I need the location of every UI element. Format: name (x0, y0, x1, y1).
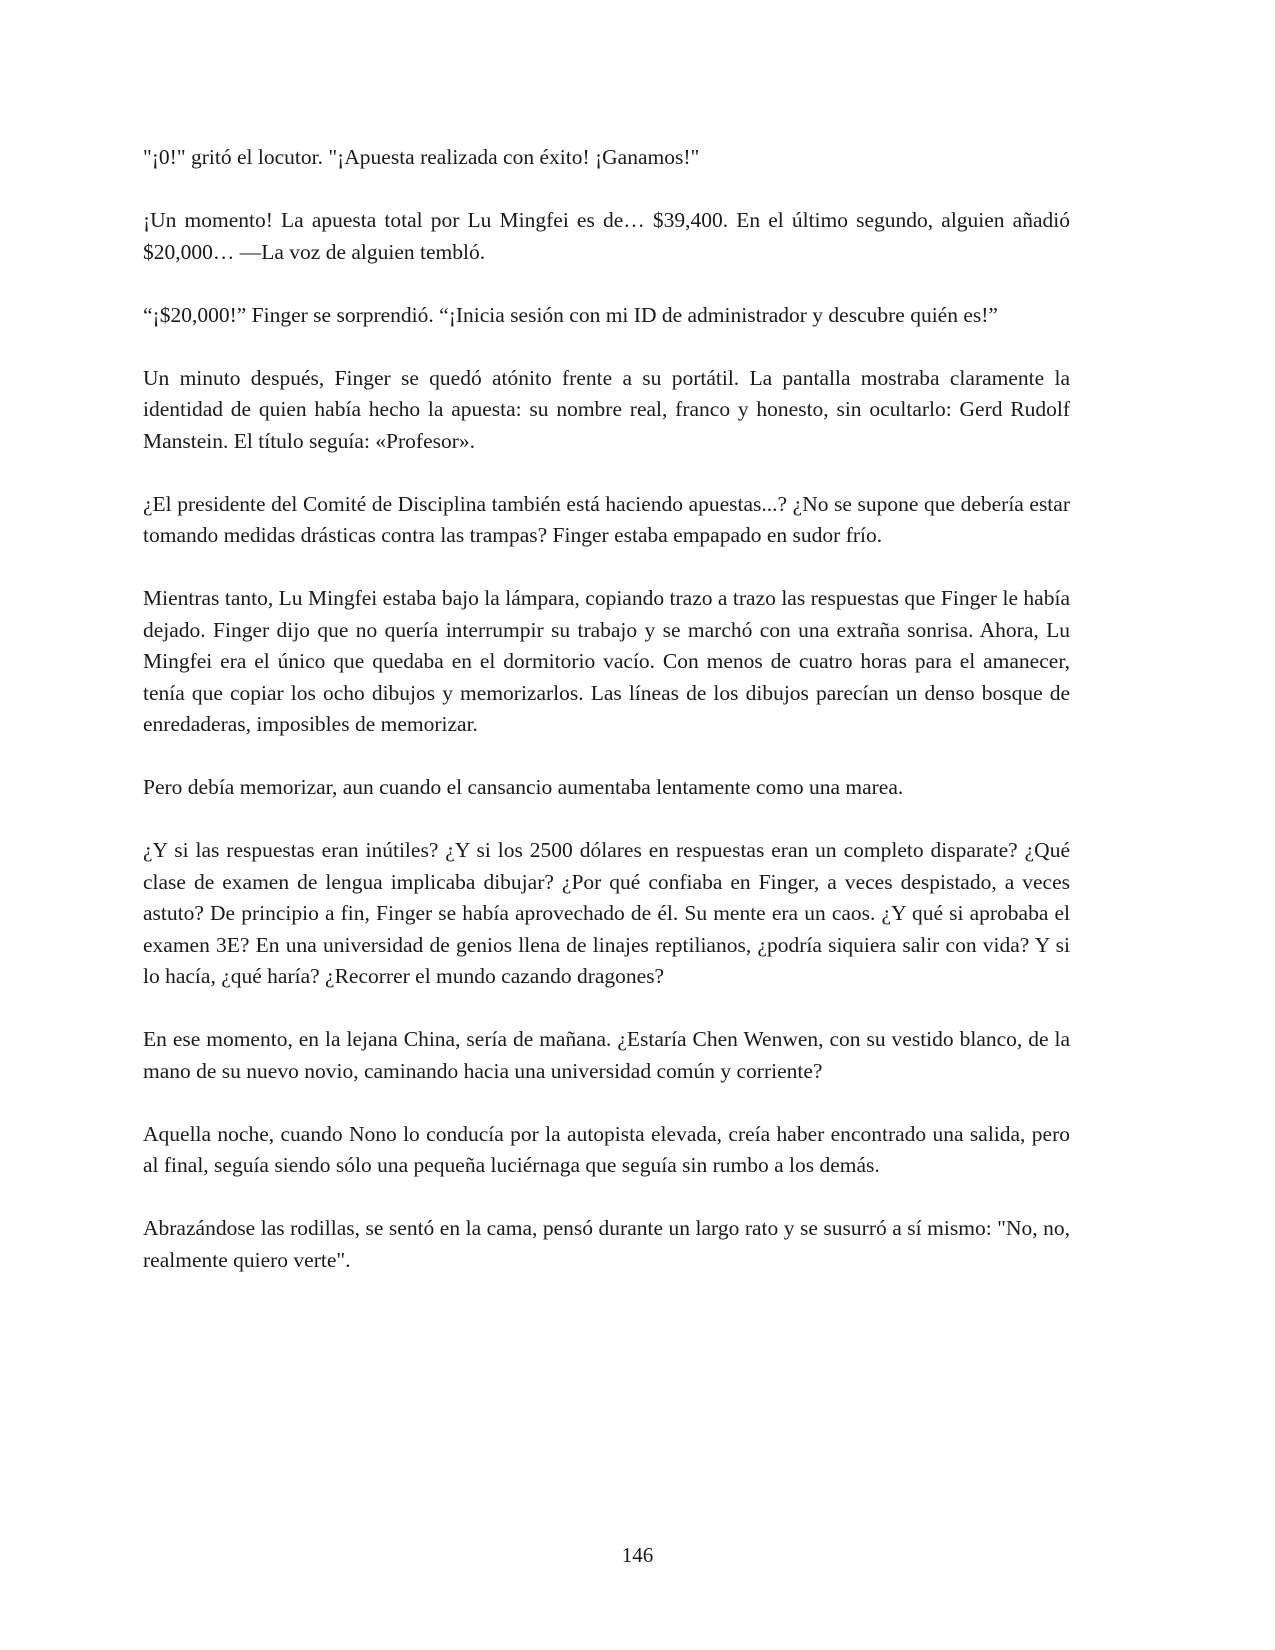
paragraph-1: "¡0!" gritó el locutor. "¡Apuesta realizada con éxito! ¡Ganamos!" (143, 145, 700, 169)
paragraph-9: En ese momento, en la lejana China, sería de mañana. ¿Estaría Chen Wenwen, con su vestido blanco, de la mano de su nuevo novio, caminando hacia una universidad común y corriente? (143, 1027, 1070, 1083)
paragraph-7: Pero debía memorizar, aun cuando el cansancio aumentaba lentamente como una marea. (143, 775, 904, 799)
paragraph-4: Un minuto después, Finger se quedó atónito frente a su portátil. La pantalla mostraba claramente la identidad de quien había hecho la apuesta: su nombre real, franco y honesto, sin ocultarlo: Gerd Rudolf Manstein. El título seguía: «Profesor». (143, 365, 1070, 453)
paragraph-2: ¡Un momento! La apuesta total por Lu Mingfei es de… $39,400. En el último segundo, alguien añadió $20,000… —La voz de alguien tembló. (143, 208, 1070, 264)
page-number: 146 (621, 1543, 654, 1567)
paragraph-6: Mientras tanto, Lu Mingfei estaba bajo la lámpara, copiando trazo a trazo las respuestas que Finger le había dejado. Finger dijo que no quería interrumpir su trabajo y se marchó con una extraña sonrisa. Ahora, Lu Mingfei era el único que quedaba en el dormitorio vacío. Con menos de cuatro horas para el amanecer, tenía que copiar los ocho dibujos y memorizarlos. Las líneas de los dibujos parecían un denso bosque de enredaderas, imposibles de memorizar. (143, 586, 1070, 736)
document-page (143, 142, 1070, 1308)
paragraph-11: Abrazándose las rodillas, se sentó en la cama, pensó durante un largo rato y se susurró a sí mismo: "No, no, realmente quiero verte". (143, 1216, 1070, 1272)
paragraph-3: “¡$20,000!” Finger se sorprendió. “¡Inicia sesión con mi ID de administrador y descubre quién es!” (143, 302, 998, 327)
paragraph-5: ¿El presidente del Comité de Disciplina también está haciendo apuestas...? ¿No se supone que debería estar tomando medidas drásticas contra las trampas? Finger estaba empapado en sudor frío. (143, 491, 1070, 547)
paragraph-8: ¿Y si las respuestas eran inútiles? ¿Y si los 2500 dólares en respuestas eran un completo disparate? ¿Qué clase de examen de lengua implicaba dibujar? ¿Por qué confiaba en Finger, a veces despistado, a veces astuto? De principio a fin, Finger se había aprovechado de él. Su mente era un caos. ¿Y qué si aprobaba el examen 3E? En una universidad de genios llena de linajes reptilianos, ¿podría siquiera salir con vida? Y si lo hacía, ¿qué haría? ¿Recorrer el mundo cazando dragones? (143, 838, 1070, 988)
paragraph-10: Aquella noche, cuando Nono lo conducía por la autopista elevada, creía haber encontrado una salida, pero al final, seguía siendo sólo una pequeña luciérnaga que seguía sin rumbo a los demás. (143, 1121, 1070, 1177)
